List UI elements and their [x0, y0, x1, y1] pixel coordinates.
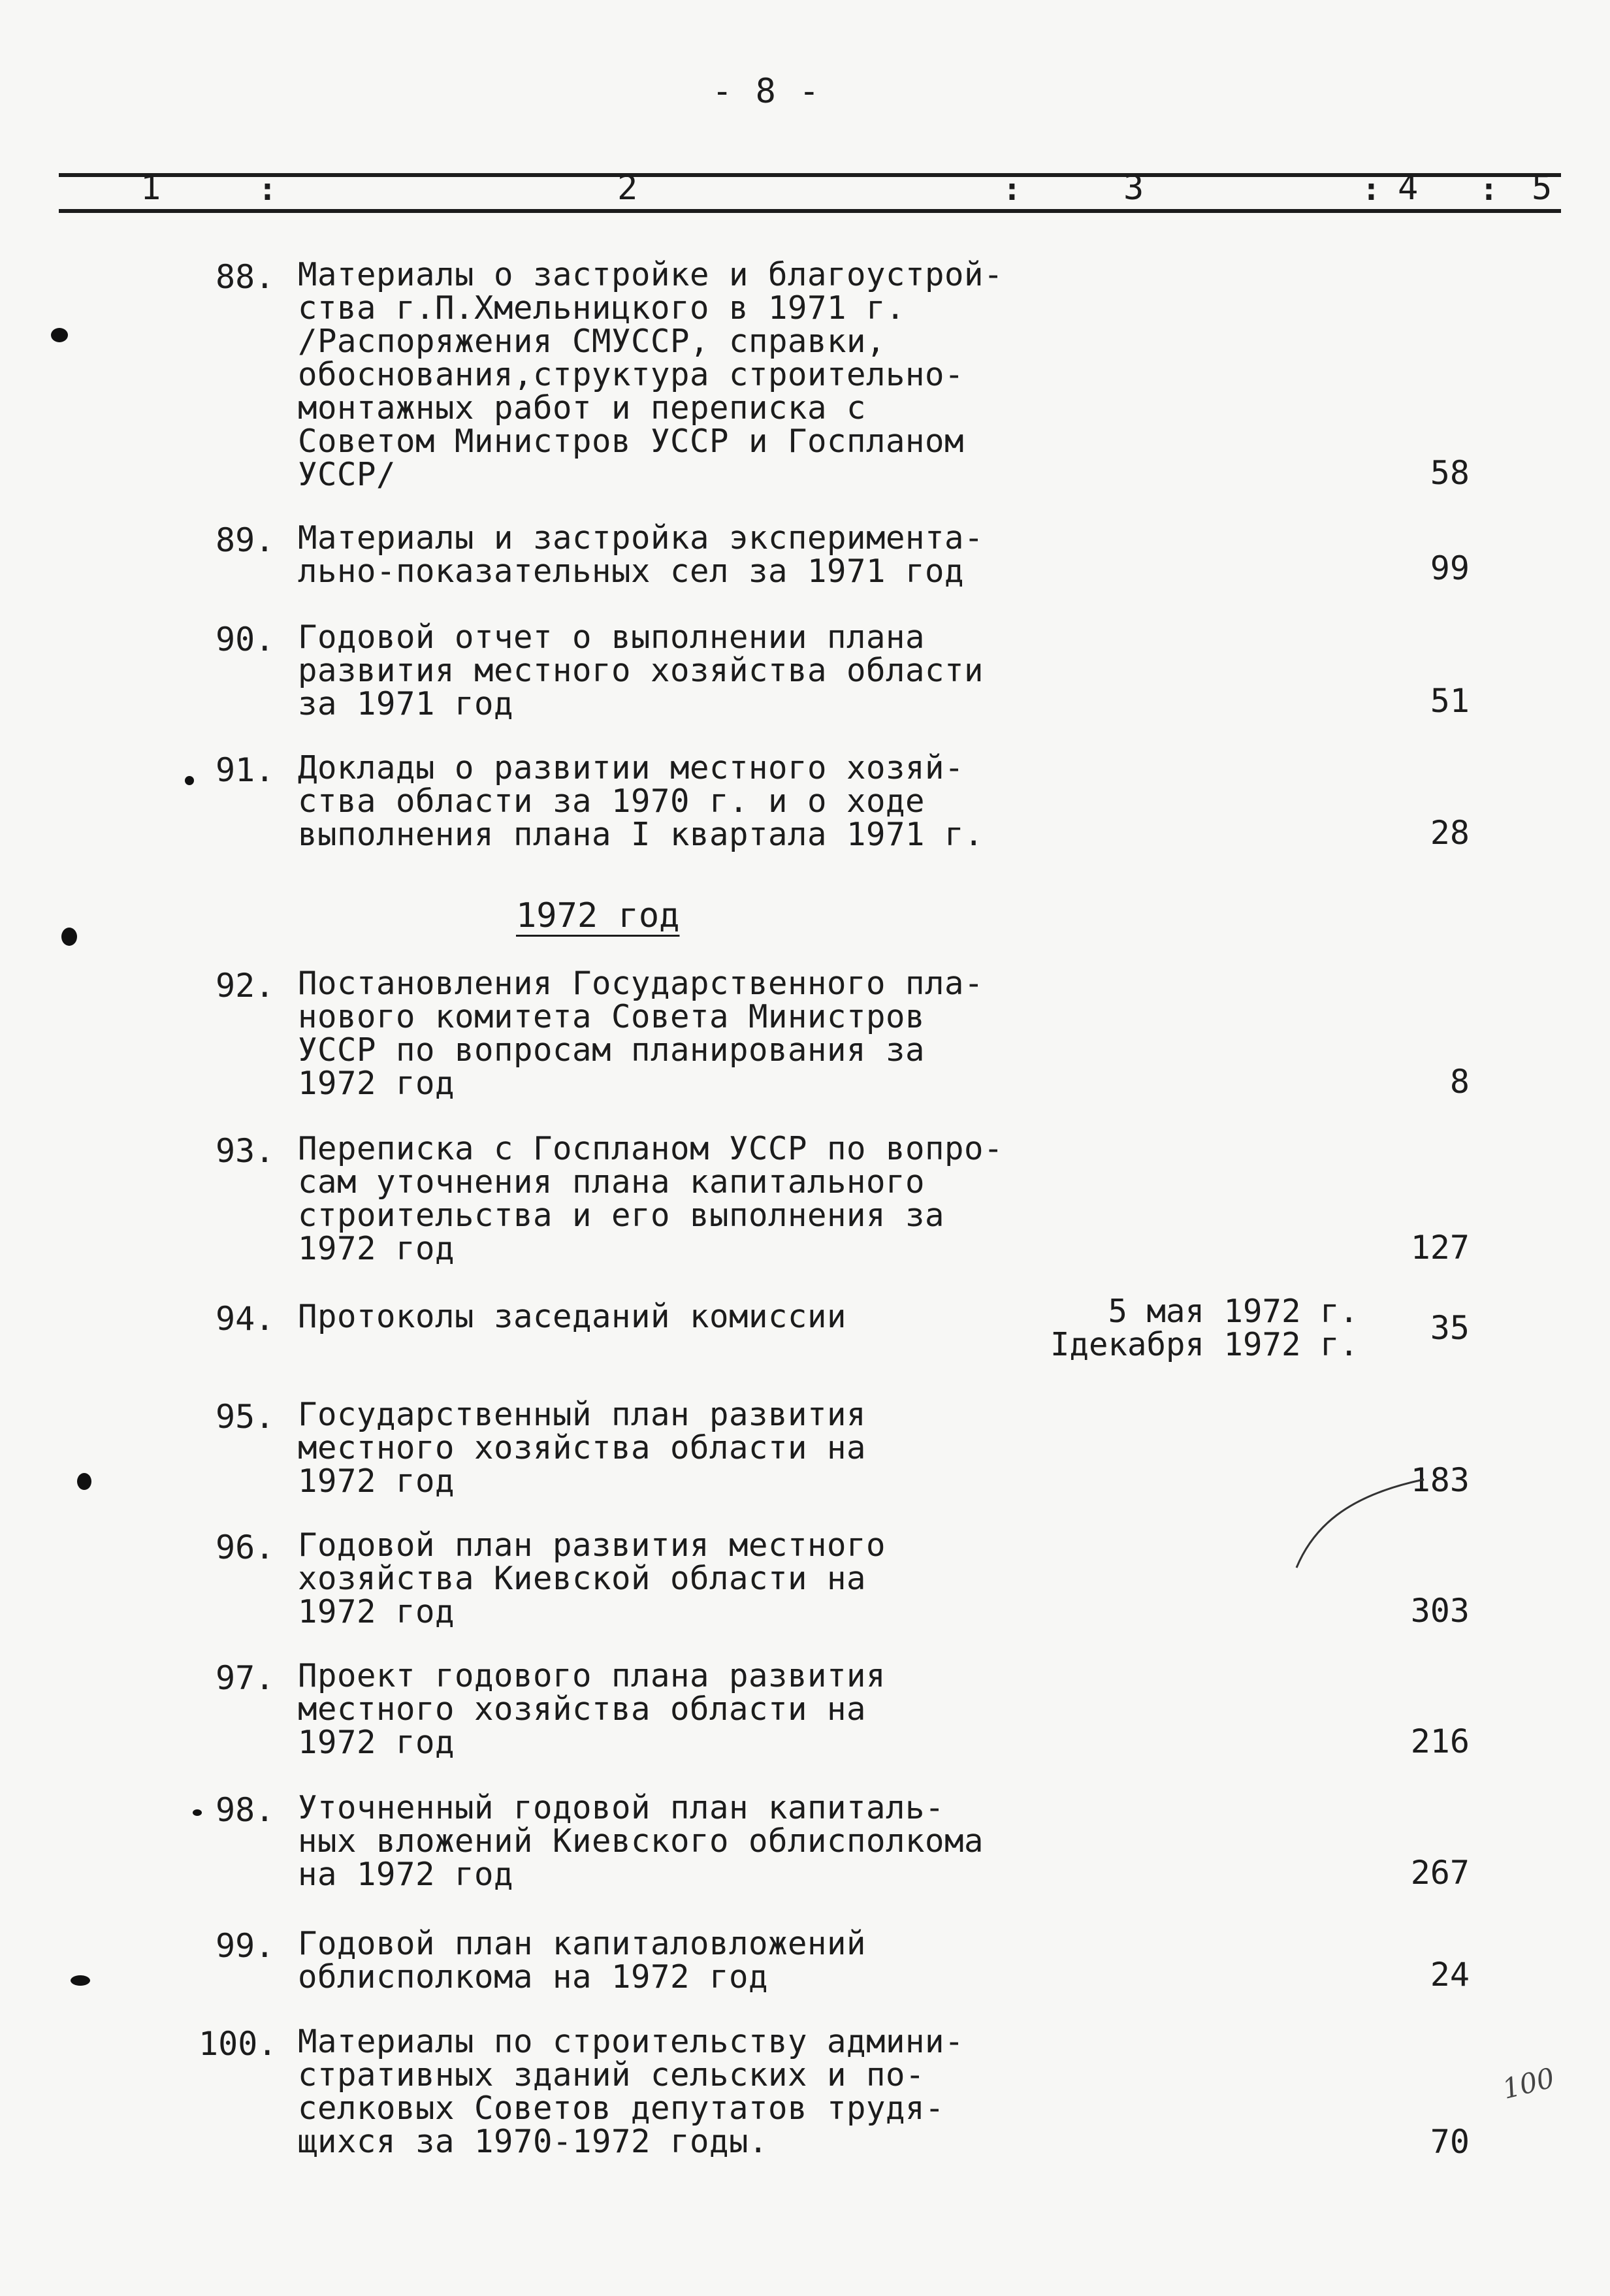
entry-sheet-count: 303	[1410, 1592, 1470, 1630]
entry-number: 91.	[216, 751, 275, 789]
entry-title: Уточненный годовой план капиталь- ных вложений Киевского облисполкома на 1972 год	[298, 1789, 984, 1893]
handwritten-sheet-note: 100	[1499, 2062, 1558, 2105]
entry-sheet-count: 70	[1430, 2123, 1470, 2161]
ink-blot	[61, 928, 77, 946]
entry-number: 89.	[216, 521, 275, 559]
entry-number: 94.	[216, 1300, 275, 1338]
column-separator: :	[258, 171, 277, 208]
entry-title: Протоколы заседаний комиссии	[298, 1298, 847, 1335]
column-header-5: 5	[1532, 169, 1553, 208]
column-header-1: 1	[140, 169, 161, 208]
column-header-4: 4	[1398, 169, 1419, 208]
year-heading: 1972 год	[516, 896, 680, 935]
entry-title: Материалы и застройка эксперимента- льно-показательных сел за 1971 год	[298, 519, 984, 590]
entry-sheet-count: 183	[1410, 1461, 1470, 1499]
entry-title: Переписка с Госпланом УССР по вопро- сам уточнения плана капитального строительства и его выполнения за 1972 год	[298, 1130, 1004, 1267]
entry-sheet-count: 267	[1410, 1854, 1470, 1892]
entry-sheet-count: 99	[1430, 549, 1470, 587]
ink-blot	[185, 776, 194, 785]
entry-number: 90.	[216, 621, 275, 658]
column-header-2: 2	[617, 169, 638, 208]
pencil-stroke-mark	[1293, 1470, 1437, 1574]
ink-blot	[193, 1809, 202, 1816]
entry-title: Материалы о застройке и благоустрой- ства г.П.Хмельницкого в 1971 г. /Распоряжения СМУССР, справки, обоснования,структура строительно- монтажных работ и переписка с Советом Министров УССР и Госпланом УССР/	[298, 256, 1004, 493]
entry-sheet-count: 58	[1430, 454, 1470, 492]
column-separator: :	[1003, 171, 1022, 208]
entry-number: 95.	[216, 1398, 275, 1436]
entry-title: Годовой отчет о выполнении плана развития местного хозяйства области за 1971 год	[298, 619, 984, 722]
entry-title: Годовой план развития местного хозяйства Киевской области на 1972 год	[298, 1527, 886, 1630]
entry-title: Государственный план развития местного хозяйства области на 1972 год	[298, 1396, 867, 1500]
column-separator: :	[1362, 171, 1381, 208]
entry-title: Материалы по строительству админи- стративных зданий сельских и по- селковых Советов депутатов трудя- щихся за 1970-1972 годы.	[298, 2023, 965, 2160]
entry-title: Годовой план капиталовложений облисполкома на 1972 год	[298, 1925, 867, 1996]
entry-number: 93.	[216, 1132, 275, 1170]
entry-title: Доклады о развитии местного хозяй- ства области за 1970 г. и о ходе выполнения плана I квартала 1971 г.	[298, 749, 984, 853]
ink-blot	[71, 1975, 90, 1986]
entry-sheet-count: 35	[1430, 1309, 1470, 1347]
header-top-rule	[59, 173, 1561, 177]
entry-sheet-count: 28	[1430, 814, 1470, 852]
entry-number: 88.	[216, 258, 275, 296]
entry-number: 98.	[216, 1791, 275, 1829]
entry-sheet-count: 51	[1430, 682, 1470, 720]
entry-number: 92.	[216, 967, 275, 1005]
header-bottom-rule	[59, 209, 1561, 213]
entry-sheet-count: 24	[1430, 1956, 1470, 1994]
entry-number: 97.	[216, 1659, 275, 1697]
entry-sheet-count: 8	[1449, 1063, 1470, 1101]
ink-blot	[51, 328, 68, 342]
entry-number: 99.	[216, 1927, 275, 1965]
entry-number: 100.	[199, 2025, 278, 2063]
ink-blot	[77, 1473, 91, 1490]
entry-title: Постановления Государственного пла- нового комитета Совета Министров УССР по вопросам планирования за 1972 год	[298, 965, 984, 1102]
entry-number: 96.	[216, 1528, 275, 1566]
entry-sheet-count: 216	[1410, 1722, 1470, 1760]
entry-date-range: 5 мая 1972 г. Iдекабря 1972 г.	[1050, 1293, 1359, 1363]
page-number: - 8 -	[712, 72, 821, 111]
entry-sheet-count: 127	[1410, 1229, 1470, 1267]
column-separator: :	[1479, 171, 1498, 208]
column-header-3: 3	[1123, 169, 1144, 208]
entry-title: Проект годового плана развития местного хозяйства области на 1972 год	[298, 1657, 886, 1761]
